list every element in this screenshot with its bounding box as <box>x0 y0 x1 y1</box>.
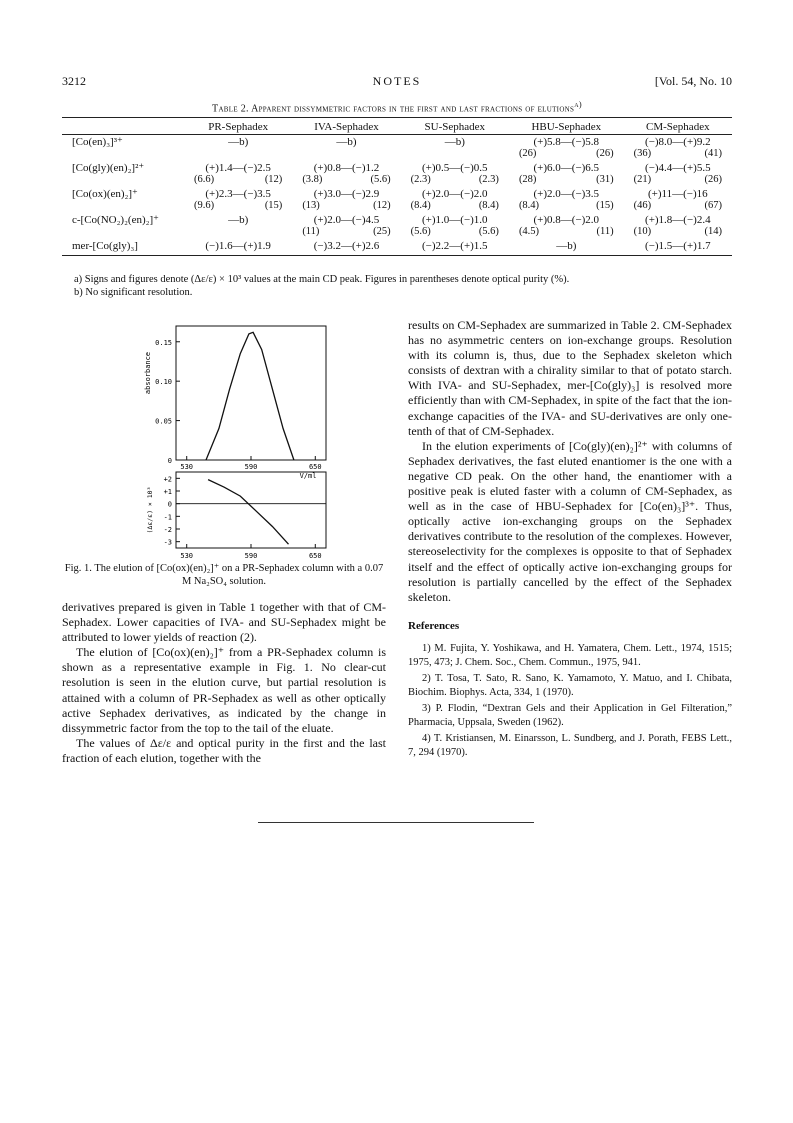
table2-footnotes <box>74 273 732 299</box>
purity-value: (14) <box>704 226 722 237</box>
dissymmetric-factor: (+)0.8—(−)1.2 <box>313 162 380 174</box>
dissymmetric-factor: —b) <box>228 214 249 226</box>
dissymmetric-factor: —b) <box>228 136 249 148</box>
y-tick-label: 0 <box>167 500 172 509</box>
footnote-a: a) Signs and figures denote (Δε/ε) × 10³ values at the main CD peak. Figures in parentheses denote optical purity (%). <box>74 274 570 285</box>
paragraph: results on CM-Sephadex are summarized in Table 2. CM-Sephadex has no asymmetric centers on ion-exchange groups. Resolution with its column is, thus, due to the Sephadex skeleton which consists of dextran with a chirality similar to that of potato starch. With IVA- and SU-Sephadex, mer-[Co(gly)₃] is resolved more efficiently than with CM-Sephadex, in spite of the fact that the ion-exchange capacities of the IVA- and SU-derivatives are only one-tenth of that of CM-Sephadex. <box>408 318 732 438</box>
table-row <box>62 239 732 256</box>
column-header: SU-Sephadex <box>401 118 509 135</box>
x-tick-label: 590 <box>244 552 258 560</box>
dissymmetric-factor: (+)0.5—(−)0.5 <box>422 162 488 174</box>
purity-value: (13) <box>302 200 320 211</box>
purity-value: (5.6) <box>478 226 499 237</box>
table-cell <box>509 161 624 187</box>
dissymmetric-factor: (−)4.4—(+)5.5 <box>645 162 711 174</box>
table-cell <box>401 161 509 187</box>
purity-value: (26) <box>518 148 537 159</box>
dissymmetric-factor: (+)2.3—(−)3.5 <box>205 188 271 200</box>
purity-value: (12) <box>264 174 283 185</box>
optical-purity <box>403 174 507 186</box>
table-cell <box>624 135 732 162</box>
top-panel-frame <box>176 326 326 460</box>
table-cell <box>624 213 732 239</box>
purity-value: (5.6) <box>410 226 431 237</box>
x-tick-label: 650 <box>308 463 322 471</box>
purity-value: (5.6) <box>370 174 391 185</box>
purity-value: (6.6) <box>194 174 215 185</box>
purity-value: (11) <box>596 226 614 237</box>
table-cell <box>509 135 624 162</box>
purity-value: (15) <box>264 200 283 211</box>
y-tick-label: +1 <box>163 488 172 496</box>
section-title: NOTES <box>372 74 422 88</box>
purity-value: (67) <box>704 200 722 211</box>
purity-value: (21) <box>633 174 652 185</box>
paragraph: In the elution experiments of [Co(gly)(en)₂]²⁺ with columns of Sephadex derivatives, the fast eluted enantiomer is the one with a negative CD peak. On the other hand, the enantiomer with a positive peak is eluted faster with a column of CM-Sephadex, as well as in the case of HBU-Sephadex for [Co(en)₃]³⁺. Thus, optically active ion-exchanging groups on the Sephadex derivatives contribute to the resolution of the complexes. However, stereoselectivity for the complexes is opposite to that of Sephadex itself and the effect of optically active ion-exchanging groups for resolution is partially cancelled by the effect of the Sephadex skeleton. <box>408 438 732 604</box>
x-tick-label: 530 <box>180 552 194 560</box>
dissymmetric-factor: (−)1.6—(+)1.9 <box>205 240 271 252</box>
compound-cell: [Co(gly)(en)₂]²⁺ <box>72 162 145 174</box>
optical-purity <box>403 200 507 212</box>
optical-purity <box>626 226 730 238</box>
purity-value: (9.6) <box>194 200 215 211</box>
y-tick-label: 0.15 <box>155 338 172 347</box>
compound-cell: c-[Co(NO₂)₂(en)₂]⁺ <box>72 214 159 226</box>
column-header: IVA-Sephadex <box>292 118 400 135</box>
optical-purity <box>186 200 290 212</box>
optical-purity <box>294 226 398 238</box>
table-cell <box>624 187 732 213</box>
purity-value: (41) <box>704 148 722 159</box>
dissymmetric-factor: (+)2.0—(−)2.0 <box>422 188 488 200</box>
paragraph: The values of Δε/ε and optical purity in the first and the last fraction of each elution, together with the <box>62 735 386 765</box>
optical-purity <box>186 174 290 186</box>
table-cell <box>292 239 400 256</box>
dissymmetric-factor: (−)2.2—(+)1.5 <box>422 240 488 252</box>
y-tick-label: -3 <box>163 538 172 547</box>
table-cell <box>624 161 732 187</box>
optical-purity <box>511 226 622 238</box>
table-cell <box>292 161 400 187</box>
reference-item: 2) T. Tosa, T. Sato, R. Sano, K. Yamamoto, Y. Matuo, and I. Chibata, Biochim. Biophys. Acta, 334, 1 (1970). <box>408 672 732 698</box>
purity-value: (11) <box>302 226 320 237</box>
table-cell <box>184 161 292 187</box>
y-tick-label: +2 <box>163 475 172 484</box>
references-heading: References <box>408 619 460 632</box>
dissymmetric-factor: (+)2.0—(−)3.5 <box>533 188 600 200</box>
table-cell <box>509 187 624 213</box>
y-tick-label: -1 <box>163 513 172 522</box>
table-cell <box>184 213 292 239</box>
column-header: HBU-Sephadex <box>509 118 624 135</box>
purity-value: (4.5) <box>518 226 540 237</box>
purity-value: (12) <box>373 200 391 211</box>
page-number: 3212 <box>62 74 86 88</box>
dissymmetric-factor: (+)11—(−)16 <box>647 188 708 200</box>
x-tick-label: 650 <box>308 552 322 560</box>
reference-item: 1) M. Fujita, Y. Yoshikawa, and H. Yamatera, Chem. Lett., 1974, 1515; 1975, 473; J. Chem. Soc., Chem. Commun., 1975, 941. <box>408 642 732 668</box>
purity-value: (8.4) <box>518 200 540 211</box>
dissymmetric-factor: (−)8.0—(+)9.2 <box>645 136 711 148</box>
dissymmetric-factor: (+)5.8—(−)5.8 <box>533 136 600 148</box>
figure1-caption: Fig. 1. The elution of [Co(ox)(en)₂]⁺ on a PR-Sephadex column with a 0.07 M Na₂SO₄ solution. <box>64 563 384 587</box>
optical-purity <box>511 148 622 160</box>
column-header: CM-Sephadex <box>624 118 732 135</box>
purity-value: (36) <box>633 148 652 159</box>
bottom-y-label: (Δε/ε) × 10³ <box>146 486 154 534</box>
optical-purity <box>294 200 398 212</box>
dissymmetry-curve <box>208 480 288 545</box>
purity-value: (25) <box>373 226 391 237</box>
table-header-row <box>62 118 732 135</box>
column-header <box>62 118 184 135</box>
dissymmetric-factor: (+)1.8—(−)2.4 <box>645 214 711 226</box>
optical-purity <box>626 200 730 212</box>
volume-info: [Vol. 54, No. 10 <box>654 74 732 88</box>
table-cell <box>509 213 624 239</box>
table-cell <box>184 135 292 162</box>
purity-value: (10) <box>633 226 652 237</box>
y-tick-label: 0 <box>167 457 172 465</box>
table-row <box>62 135 732 162</box>
right-column <box>408 318 732 762</box>
optical-purity <box>403 226 507 238</box>
table2-caption: Table 2. Apparent dissymmetric factors in the first and last fractions of elutions$^{a)}$ <box>212 100 582 115</box>
footnote-b: b) No significant resolution. <box>74 287 193 298</box>
purity-value: (2.3) <box>410 174 431 185</box>
table-cell <box>401 239 509 256</box>
optical-purity <box>294 174 398 186</box>
dissymmetric-factor: (+)1.0—(−)1.0 <box>422 214 488 226</box>
compound-cell: mer-[Co(gly)₃] <box>62 239 184 256</box>
purity-value: (3.8) <box>302 174 323 185</box>
column-header: PR-Sephadex <box>184 118 292 135</box>
compound-cell: [Co(ox)(en)₂]⁺ <box>72 188 138 200</box>
bottom-panel-frame <box>176 472 326 548</box>
x-tick-label: 590 <box>244 463 258 471</box>
optical-purity <box>511 174 622 186</box>
purity-value: (8.4) <box>478 200 499 211</box>
table-cell <box>401 213 509 239</box>
optical-purity <box>626 174 730 186</box>
x-tick-label: 530 <box>180 463 194 471</box>
purity-value: (8.4) <box>410 200 431 211</box>
purity-value: (46) <box>633 200 652 211</box>
dissymmetric-factor: —b) <box>444 136 465 148</box>
table-row <box>62 213 732 239</box>
dissymmetric-factor: (−)3.2—(+)2.6 <box>313 240 380 252</box>
purity-value: (15) <box>596 200 614 211</box>
purity-value: (28) <box>518 174 537 185</box>
optical-purity <box>511 200 622 212</box>
table-row <box>62 187 732 213</box>
purity-value: (26) <box>704 174 722 185</box>
dissymmetric-factor: (+)6.0—(−)6.5 <box>533 162 600 174</box>
paragraph: The elution of [Co(ox)(en)₂]⁺ from a PR-Sephadex column is shown as a representative example in Fig. 1. No clear-cut resolution is seen in the elution curve, but partial resolution is attained with a column of PR-Sephadex as well as other optically active Sephadex derivatives, as indicated by the change in dissymmetric factor from the top to the tail of the eluate. <box>62 645 386 735</box>
purity-value: (2.3) <box>478 174 499 185</box>
figure1-chart <box>140 312 340 562</box>
absorbance-curve <box>206 332 294 460</box>
table-cell <box>292 135 400 162</box>
end-rule <box>258 822 534 823</box>
dissymmetric-factor: (−)1.5—(+)1.7 <box>645 240 711 252</box>
y-tick-label: 0.10 <box>155 378 172 387</box>
left-column <box>62 600 386 766</box>
x-axis-unit: V/ml <box>299 472 317 480</box>
table-cell <box>292 213 400 239</box>
top-y-label: absorbance <box>144 351 152 395</box>
table-row <box>62 161 732 187</box>
optical-purity <box>626 148 730 160</box>
dissymmetric-factor: —b) <box>556 240 577 252</box>
dissymmetric-factor: (+)0.8—(−)2.0 <box>533 214 600 226</box>
dissymmetric-factor: —b) <box>336 136 357 148</box>
reference-item: 3) P. Flodin, “Dextran Gels and their Application in Gel Filteration,” Pharmacia, Uppsala, Sweden (1962). <box>408 702 732 728</box>
dissymmetric-factor: (+)1.4—(−)2.5 <box>205 162 271 174</box>
table-cell <box>401 187 509 213</box>
page-header <box>62 74 732 90</box>
table-cell <box>624 239 732 256</box>
table-cell <box>184 187 292 213</box>
compound-cell: [Co(en)₃]³⁺ <box>72 136 123 148</box>
reference-item: 4) T. Kristiansen, M. Einarsson, L. Sundberg, and J. Porath, FEBS Lett., 7, 294 (1970). <box>408 732 732 758</box>
y-tick-label: 0.05 <box>155 417 172 426</box>
purity-value: (26) <box>596 148 614 159</box>
table-cell <box>509 239 624 256</box>
table-cell <box>401 135 509 162</box>
reference-list <box>408 642 732 760</box>
table2 <box>62 117 732 256</box>
dissymmetric-factor: (+)2.0—(−)4.5 <box>313 214 380 226</box>
paragraph: derivatives prepared is given in Table 1 together with that of CM-Sephadex. Lower capacities of IVA- and SU-Sephadex might be attributed to lower yields of reaction (2). <box>62 600 386 645</box>
dissymmetric-factor: (+)3.0—(−)2.9 <box>313 188 380 200</box>
table-cell <box>292 187 400 213</box>
y-tick-label: -2 <box>163 526 172 534</box>
table-cell <box>184 239 292 256</box>
purity-value: (31) <box>596 174 614 185</box>
caption-footnote-mark: a) <box>574 100 582 109</box>
table2-body <box>62 135 732 256</box>
